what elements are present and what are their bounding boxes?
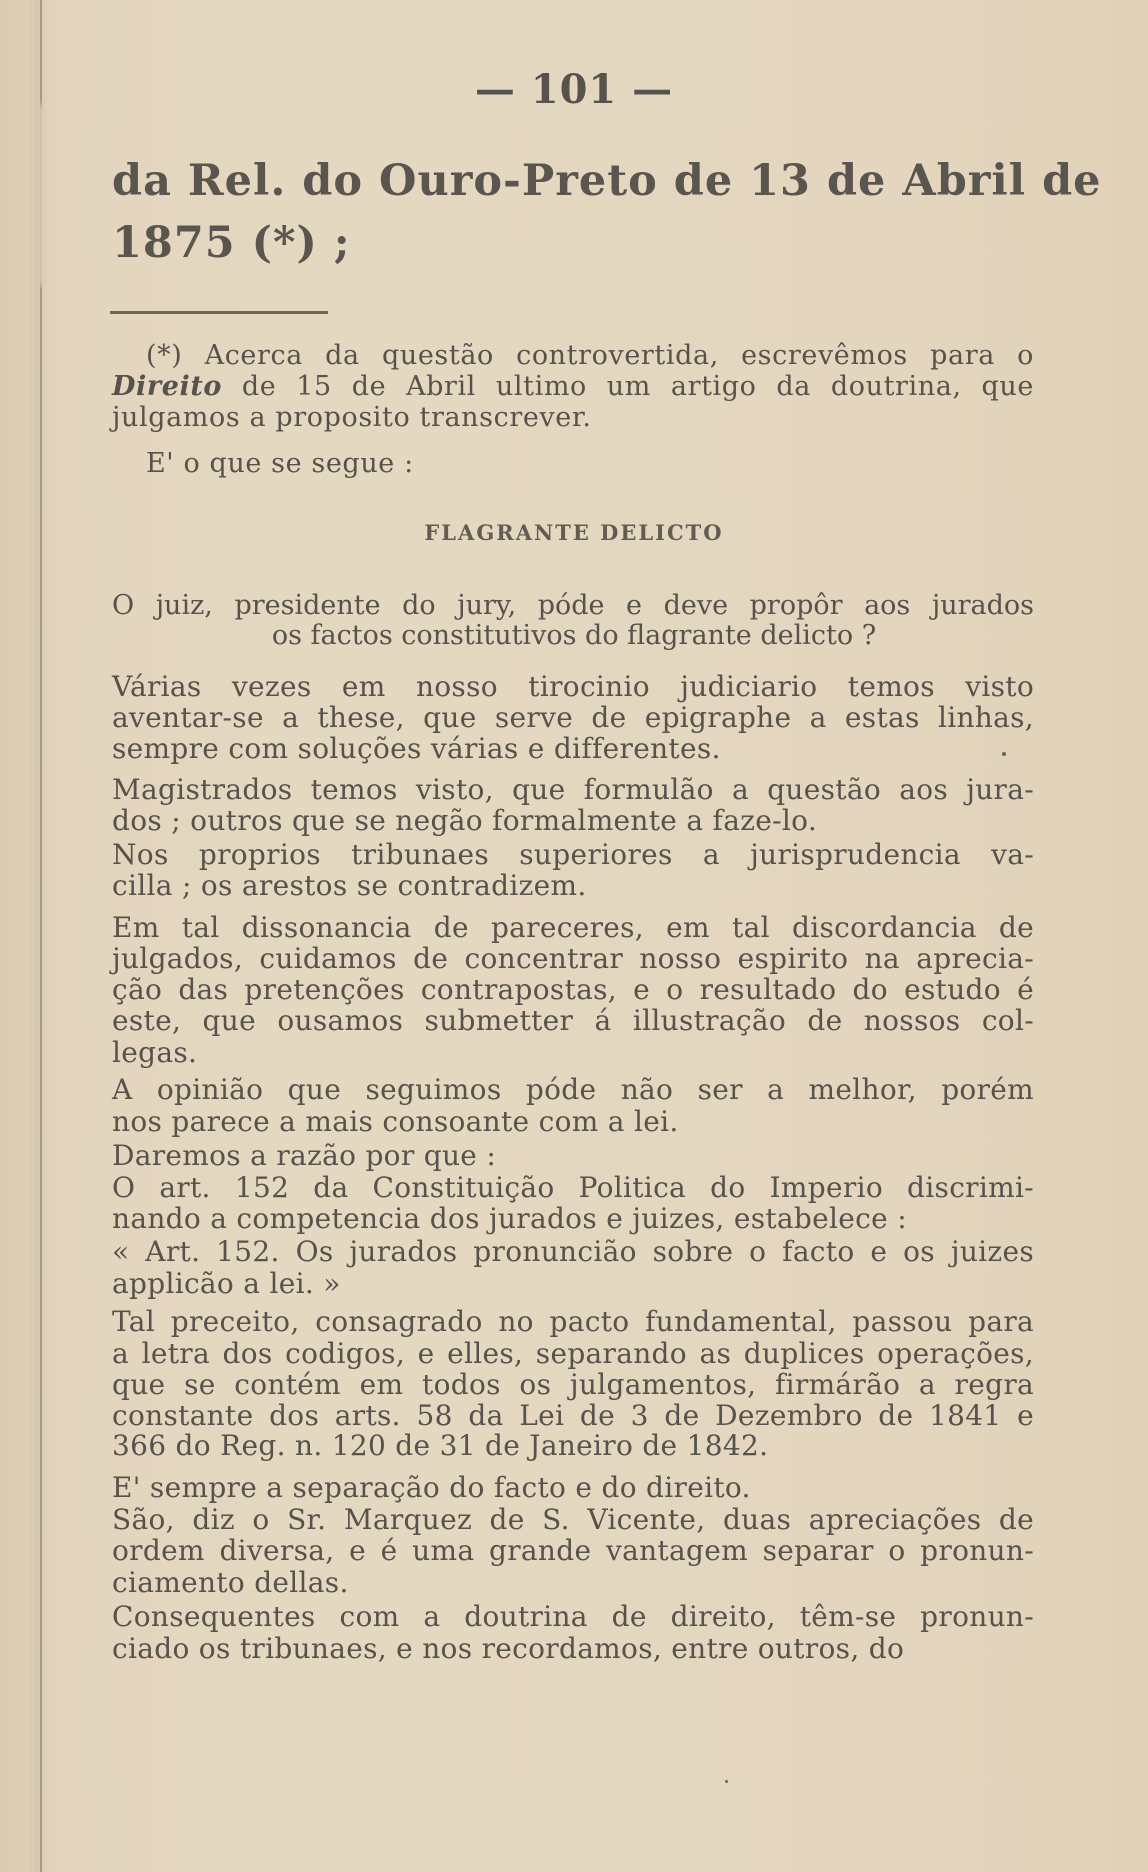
paragraph-line: dos ; outros que se negão formalmente a faze-lo. bbox=[112, 804, 818, 837]
paragraph-line: legas. bbox=[112, 1036, 198, 1069]
binding-shadow bbox=[28, 0, 48, 1872]
paragraph-first-line: « Art. 152. Os jurados pronuncião sobre o facto e os juizes bbox=[112, 1235, 1034, 1268]
footnote-intro: E' o que se segue : bbox=[146, 448, 414, 479]
paragraph-first-line: Em tal dissonancia de pareceres, em tal discordancia de bbox=[112, 911, 1034, 944]
paragraph-first-line: Daremos a razão por que : bbox=[112, 1139, 497, 1172]
ink-speck bbox=[1002, 752, 1006, 756]
footnote-line: julgamos a proposito transcrever. bbox=[112, 402, 592, 433]
paragraph-line: ciado os tribunaes, e nos recordamos, entre outros, do bbox=[112, 1632, 905, 1665]
paragraph-line: aventar-se a these, que serve de epigraphe a estas linhas, bbox=[112, 701, 1034, 734]
question-line: O juiz, presidente do jury, póde e deve propôr aos jurados bbox=[112, 590, 1034, 621]
paragraph-line: este, que ousamos submetter á illustração de nossos col- bbox=[112, 1004, 1034, 1037]
paragraph-first-line: E' sempre a separação do facto e do direito. bbox=[112, 1471, 751, 1504]
paragraph-line: 366 do Reg. n. 120 de 31 de Janeiro de 1842. bbox=[112, 1429, 769, 1462]
footnote-line bbox=[112, 373, 1034, 400]
paragraph-first-line: O art. 152 da Constituição Politica do Imperio discrimi- bbox=[112, 1171, 1034, 1204]
footnote-rule bbox=[110, 311, 328, 314]
paragraph-line: ciamento dellas. bbox=[112, 1566, 349, 1599]
paragraph-first-line: Tal preceito, consagrado no pacto fundamental, passou para bbox=[112, 1305, 1034, 1338]
paragraph-line: applicão a lei. » bbox=[112, 1267, 341, 1300]
footnote-line: (*) Acerca da questão controvertida, escrevêmos para o bbox=[146, 340, 1034, 371]
question-line: os factos constitutivos do flagrante delicto ? bbox=[271, 620, 877, 651]
paragraph-first-line: São, diz o Sr. Marquez de S. Vicente, duas apreciações de bbox=[112, 1503, 1034, 1536]
heading-line-1: da Rel. do Ouro-Preto de 13 de Abril de bbox=[112, 156, 1102, 206]
paragraph-line: constante dos arts. 58 da Lei de 3 de Dezembro de 1841 e bbox=[112, 1399, 1034, 1432]
paragraph-first-line: A opinião que seguimos póde não ser a melhor, porém bbox=[112, 1073, 1034, 1106]
paragraph-line: julgados, cuidamos de concentrar nosso espirito na aprecia- bbox=[112, 942, 1034, 975]
ink-speck bbox=[725, 1780, 728, 1783]
paragraph-line: a letra dos codigos, e elles, separando as duplices operações, bbox=[112, 1337, 1034, 1370]
page-edge-line bbox=[40, 0, 42, 1872]
paragraph-line: que se contém em todos os julgamentos, firmárão a regra bbox=[112, 1368, 1034, 1401]
paragraph-line: cilla ; os arestos se contradizem. bbox=[112, 869, 587, 902]
paragraph-first-line: Magistrados temos visto, que formulão a questão aos jura- bbox=[112, 773, 1034, 806]
paragraph-line: sempre com soluções várias e differentes. bbox=[112, 732, 721, 765]
paragraph-line: nos parece a mais consoante com a lei. bbox=[112, 1105, 679, 1138]
footnote-line-rest: de 15 de Abril ultimo um artigo da doutrina, que bbox=[222, 371, 1034, 402]
footnote-italic-title: Direito bbox=[112, 371, 223, 402]
article-title: FLAGRANTE DELICTO bbox=[424, 520, 724, 545]
heading-line-2: 1875 (*) ; bbox=[112, 218, 351, 268]
paragraph-first-line: Nos proprios tribunaes superiores a jurisprudencia va- bbox=[112, 838, 1034, 871]
paragraph-first-line: Consequentes com a doutrina de direito, têm-se pronun- bbox=[112, 1600, 1034, 1633]
page-number: — 101 — bbox=[474, 66, 674, 113]
paragraph-line: ção das pretenções contrapostas, e o resultado do estudo é bbox=[112, 973, 1034, 1006]
paragraph-line: nando a competencia dos jurados e juizes, estabelece : bbox=[112, 1202, 907, 1235]
paragraph-first-line: Várias vezes em nosso tirocinio judiciario temos visto bbox=[112, 670, 1034, 703]
paragraph-line: ordem diversa, e é uma grande vantagem separar o pronun- bbox=[112, 1534, 1034, 1567]
